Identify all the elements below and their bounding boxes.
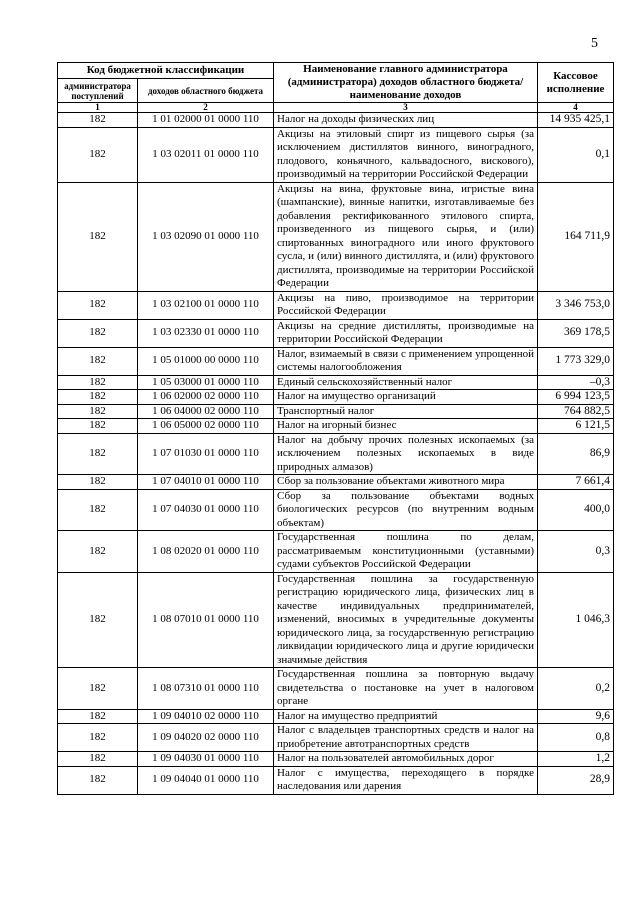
cell-admin: 182 — [58, 531, 138, 573]
cell-name: Налог на имущество предприятий — [274, 709, 538, 724]
table-body — [58, 113, 614, 795]
cell-name: Акцизы на средние дистилляты, производимые на территории Российской Федерации — [274, 319, 538, 347]
page-number: 5 — [591, 36, 598, 51]
cell-name: Государственная пошлина по делам, рассматриваемым конституционными (уставными) судами субъектов Российской Федерации — [274, 531, 538, 573]
table-row — [58, 433, 614, 475]
cell-code: 1 09 04030 01 0000 110 — [138, 752, 274, 767]
header-classification-code: Код бюджетной классификации — [58, 63, 274, 79]
cell-admin: 182 — [58, 404, 138, 419]
cell-amount: 0,3 — [538, 531, 614, 573]
table-row — [58, 489, 614, 531]
column-number-2: 2 — [138, 103, 274, 113]
table-row — [58, 375, 614, 390]
cell-admin: 182 — [58, 375, 138, 390]
cell-admin: 182 — [58, 572, 138, 668]
column-number-4: 4 — [538, 103, 614, 113]
cell-code: 1 03 02330 01 0000 110 — [138, 319, 274, 347]
cell-code: 1 07 04030 01 0000 110 — [138, 489, 274, 531]
table-row — [58, 766, 614, 794]
table-row — [58, 127, 614, 182]
cell-code: 1 06 05000 02 0000 110 — [138, 419, 274, 434]
cell-admin: 182 — [58, 390, 138, 405]
cell-amount: 0,1 — [538, 127, 614, 182]
cell-admin: 182 — [58, 127, 138, 182]
cell-name: Налог на доходы физических лиц — [274, 113, 538, 128]
cell-name: Налог на имущество организаций — [274, 390, 538, 405]
table-row — [58, 752, 614, 767]
cell-code: 1 03 02011 01 0000 110 — [138, 127, 274, 182]
table-row — [58, 475, 614, 490]
cell-name: Транспортный налог — [274, 404, 538, 419]
cell-amount: 6 121,5 — [538, 419, 614, 434]
cell-code: 1 06 02000 02 0000 110 — [138, 390, 274, 405]
header-row-1 — [58, 63, 614, 79]
cell-code: 1 08 07310 01 0000 110 — [138, 668, 274, 710]
cell-code: 1 09 04040 01 0000 110 — [138, 766, 274, 794]
cell-amount: 764 882,5 — [538, 404, 614, 419]
header-execution: Кассовое исполнение — [538, 63, 614, 103]
cell-name: Единый сельскохозяйственный налог — [274, 375, 538, 390]
table-row — [58, 347, 614, 375]
cell-amount: –0,3 — [538, 375, 614, 390]
column-number-1: 1 — [58, 103, 138, 113]
cell-code: 1 03 02090 01 0000 110 — [138, 182, 274, 291]
cell-admin: 182 — [58, 475, 138, 490]
cell-code: 1 09 04020 02 0000 110 — [138, 724, 274, 752]
cell-amount: 1 773 329,0 — [538, 347, 614, 375]
cell-amount: 7 661,4 — [538, 475, 614, 490]
cell-admin: 182 — [58, 113, 138, 128]
cell-code: 1 08 07010 01 0000 110 — [138, 572, 274, 668]
cell-code: 1 01 02000 01 0000 110 — [138, 113, 274, 128]
cell-name: Акцизы на пиво, производимое на территории Российской Федерации — [274, 291, 538, 319]
cell-name: Налог на пользователей автомобильных дорог — [274, 752, 538, 767]
cell-admin: 182 — [58, 766, 138, 794]
cell-admin: 182 — [58, 182, 138, 291]
cell-name: Сбор за пользование объектами животного мира — [274, 475, 538, 490]
cell-admin: 182 — [58, 709, 138, 724]
cell-name: Налог с имущества, переходящего в порядке наследования или дарения — [274, 766, 538, 794]
table-row — [58, 531, 614, 573]
cell-name: Акцизы на этиловый спирт из пищевого сырья (за исключением дистиллятов винного, виноградного, плодового, коньячного, кальвадосного, вискового), производимый на территории Российской Федерации — [274, 127, 538, 182]
cell-name: Налог на добычу прочих полезных ископаемых (за исключением полезных ископаемых в виде природных алмазов) — [274, 433, 538, 475]
cell-amount: 6 994 123,5 — [538, 390, 614, 405]
cell-code: 1 05 03000 01 0000 110 — [138, 375, 274, 390]
cell-admin: 182 — [58, 347, 138, 375]
header-numbers-row — [58, 103, 614, 113]
table-row — [58, 572, 614, 668]
cell-code: 1 03 02100 01 0000 110 — [138, 291, 274, 319]
table-row — [58, 709, 614, 724]
cell-amount: 28,9 — [538, 766, 614, 794]
header-income: доходов областного бюджета — [138, 79, 274, 103]
table-row — [58, 291, 614, 319]
cell-amount: 369 178,5 — [538, 319, 614, 347]
header-admin: администратора поступлений — [58, 79, 138, 103]
cell-code: 1 07 04010 01 0000 110 — [138, 475, 274, 490]
header-name: Наименование главного администратора (администратора) доходов областного бюджета/ наименование доходов — [274, 63, 538, 103]
table-row — [58, 390, 614, 405]
budget-table — [57, 62, 614, 795]
cell-code: 1 06 04000 02 0000 110 — [138, 404, 274, 419]
cell-admin: 182 — [58, 724, 138, 752]
cell-admin: 182 — [58, 668, 138, 710]
cell-admin: 182 — [58, 752, 138, 767]
cell-admin: 182 — [58, 319, 138, 347]
cell-admin: 182 — [58, 433, 138, 475]
cell-amount: 400,0 — [538, 489, 614, 531]
cell-code: 1 08 02020 01 0000 110 — [138, 531, 274, 573]
table-row — [58, 113, 614, 128]
cell-amount: 1 046,3 — [538, 572, 614, 668]
cell-amount: 9,6 — [538, 709, 614, 724]
cell-admin: 182 — [58, 489, 138, 531]
table-row — [58, 419, 614, 434]
cell-amount: 86,9 — [538, 433, 614, 475]
cell-amount: 1,2 — [538, 752, 614, 767]
cell-code: 1 05 01000 00 0000 110 — [138, 347, 274, 375]
cell-amount: 14 935 425,1 — [538, 113, 614, 128]
cell-name: Акцизы на вина, фруктовые вина, игристые вина (шампанские), винные напитки, изготавливаемые без добавления ректификованного этилового спирта, произведенного из пищевого сырья, и (или) спиртованных виноградного или иного фруктового сусла, и (или) винного дистиллята, и (или) фруктового дистиллята, производимые на территории Российской Федерации — [274, 182, 538, 291]
cell-name: Сбор за пользование объектами водных биологических ресурсов (по внутренним водным объектам) — [274, 489, 538, 531]
cell-code: 1 07 01030 01 0000 110 — [138, 433, 274, 475]
cell-name: Государственная пошлина за государственную регистрацию юридического лица, физических лиц в качестве индивидуальных предпринимателей, изменений, вносимых в учредительные документы юридического лица, за государственную регистрацию ликвидации юридического лица и другие юридически значимые действия — [274, 572, 538, 668]
table-row — [58, 404, 614, 419]
cell-name: Налог с владельцев транспортных средств и налог на приобретение автотранспортных средств — [274, 724, 538, 752]
cell-admin: 182 — [58, 419, 138, 434]
cell-name: Налог, взимаемый в связи с применением упрощенной системы налогообложения — [274, 347, 538, 375]
cell-name: Налог на игорный бизнес — [274, 419, 538, 434]
cell-amount: 3 346 753,0 — [538, 291, 614, 319]
table-row — [58, 319, 614, 347]
cell-amount: 0,8 — [538, 724, 614, 752]
cell-name: Государственная пошлина за повторную выдачу свидетельства о постановке на учет в налоговом органе — [274, 668, 538, 710]
table-row — [58, 668, 614, 710]
cell-amount: 164 711,9 — [538, 182, 614, 291]
cell-admin: 182 — [58, 291, 138, 319]
cell-code: 1 09 04010 02 0000 110 — [138, 709, 274, 724]
cell-amount: 0,2 — [538, 668, 614, 710]
table-row — [58, 724, 614, 752]
table-row — [58, 182, 614, 291]
column-number-3: 3 — [274, 103, 538, 113]
